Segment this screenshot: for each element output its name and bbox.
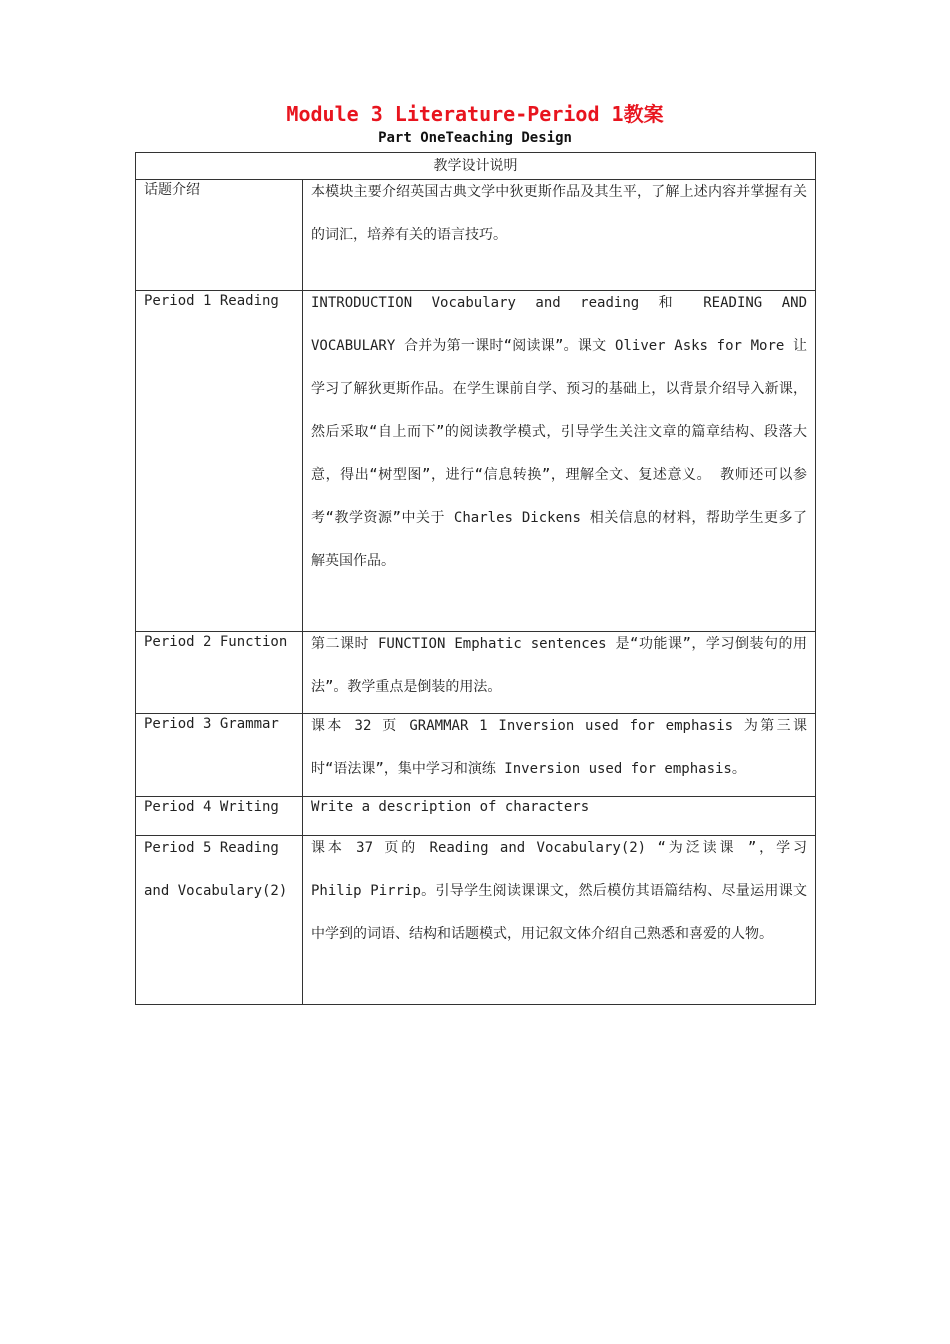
row-label: Period 2 Function <box>144 634 288 650</box>
teaching-design-table <box>135 152 816 1005</box>
row-content-cell <box>303 836 816 1005</box>
row-label-cell <box>136 714 303 797</box>
row-label-cell <box>136 291 303 632</box>
row-label: Period 3 Grammar <box>144 716 279 732</box>
row-content: INTRODUCTION Vocabulary and reading 和 READING AND VOCABULARY 合并为第一课时“阅读课”。课文 Oliver Asks for More 让学习了解狄更斯作品。在学生课前自学、预习的基础上，以背景介绍导入新课，然后采取“自上而下”的阅读教学模式，引导学生关注文章的篇章结构、段落大意，得出“树型图”，进行“信息转换”，理解全文、复述意义。 教师还可以参考“教学资源”中关于 Charles Dickens 相关信息的材料，帮助学生更多了解英国作品。 <box>311 295 807 569</box>
row-label-cell <box>136 836 303 1005</box>
row-content-cell <box>303 714 816 797</box>
row-content: 本模块主要介绍英国古典文学中狄更斯作品及其生平，了解上述内容并掌握有关的词汇，培养有关的语言技巧。 <box>311 184 807 243</box>
row-content-cell <box>303 180 816 291</box>
row-content: 课本 37 页的 Reading and Vocabulary(2) “为泛读课 ”，学习 Philip Pirrip。引导学生阅读课课文，然后模仿其语篇结构、尽量运用课文中学到的词语、结构和话题模式，用记叙文体介绍自己熟悉和喜爱的人物。 <box>311 840 807 942</box>
row-content: Write a description of characters <box>311 799 590 815</box>
table-header-text: 教学设计说明 <box>433 158 518 174</box>
row-label: Period 5 Reading and Vocabulary(2) <box>144 840 288 899</box>
row-label-cell <box>136 632 303 714</box>
row-label: Period 1 Reading <box>144 293 279 309</box>
table-row <box>136 291 816 632</box>
row-content: 课本 32 页 GRAMMAR 1 Inversion used for emphasis 为第三课时“语法课”，集中学习和演练 Inversion used for emphasis。 <box>311 718 807 777</box>
document-title: Module 3 Literature-Period 1教案 <box>286 102 664 126</box>
table-row <box>136 714 816 797</box>
row-content-cell <box>303 291 816 632</box>
row-content: 第二课时 FUNCTION Emphatic sentences 是“功能课”，学习倒装句的用法”。教学重点是倒装的用法。 <box>311 636 807 695</box>
document-subtitle: Part OneTeaching Design <box>378 130 572 146</box>
table-row <box>136 836 816 1005</box>
row-label: 话题介绍 <box>144 182 200 198</box>
row-content-cell <box>303 632 816 714</box>
table-row <box>136 180 816 291</box>
table-row <box>136 632 816 714</box>
row-label: Period 4 Writing <box>144 799 279 815</box>
row-label-cell <box>136 180 303 291</box>
